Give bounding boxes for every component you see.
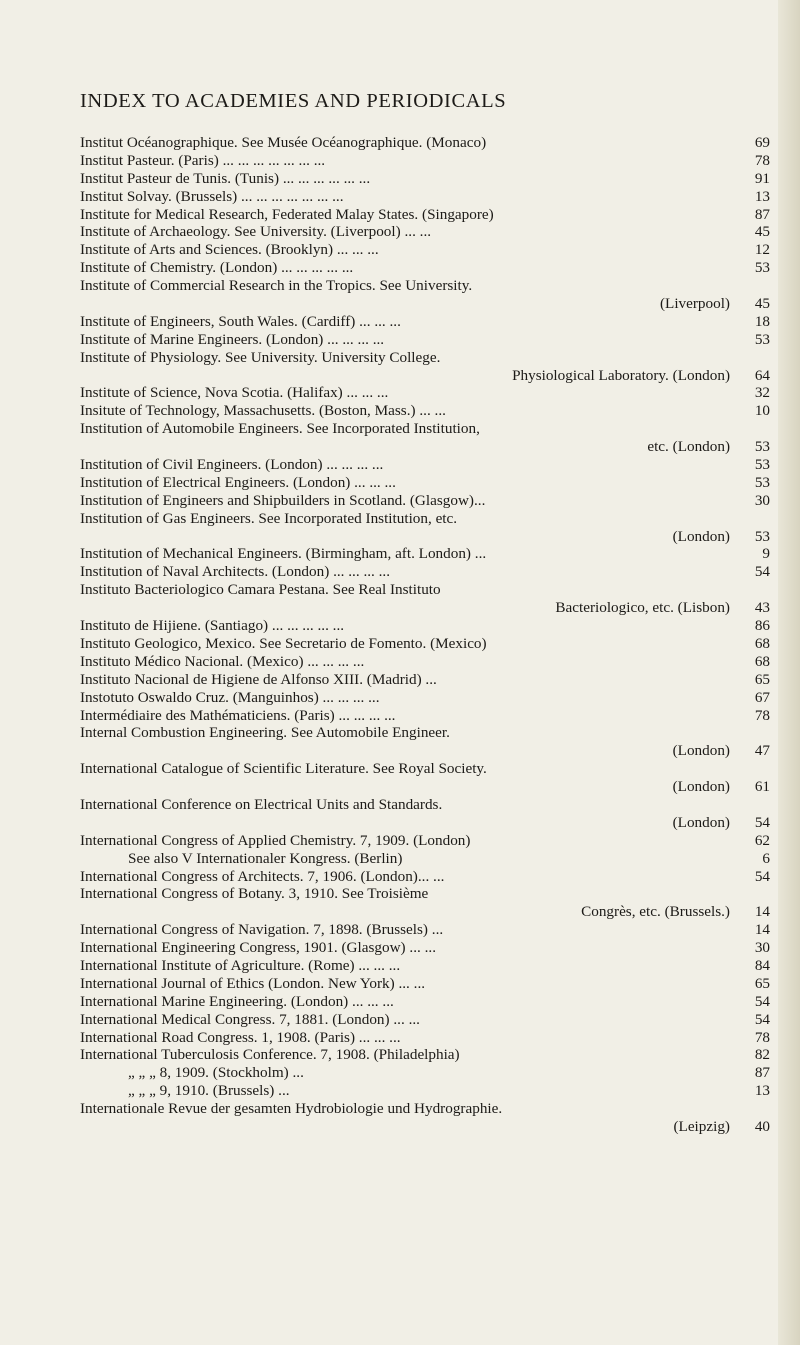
entry-text: Institute of Science, Nova Scotia. (Halifax) ... ... ... [80,384,389,402]
index-entry [80,885,770,903]
entry-text: Institute of Commercial Research in the Tropics. See University. [80,277,473,295]
index-entry [80,993,770,1011]
entry-page-number: 32 [754,384,770,402]
index-entry [80,384,770,402]
index-entry [80,402,770,420]
entry-page-number: 87 [754,205,770,223]
index-entry [80,474,770,492]
index-entry [80,313,770,331]
entry-page-number: 43 [754,599,770,617]
entry-text: International Congress of Navigation. 7, 1898. (Brussels) ... [80,921,444,939]
index-entry [80,635,770,653]
index-entry [80,760,770,778]
entry-page-number: 30 [754,491,770,509]
entry-text: International Congress of Applied Chemistry. 7, 1909. (London) [80,831,471,849]
entry-continuation: (Leipzig) [673,1117,730,1135]
entry-continuation: Bacteriologico, etc. (Lisbon) [555,599,730,617]
entry-text: Institution of Automobile Engineers. See Incorporated Institution, [80,420,480,438]
index-entry [80,563,770,581]
index-entry [80,349,770,367]
entry-text: International Conference on Electrical Units and Standards. [80,795,443,813]
entry-continuation: etc. (London) [647,438,730,456]
index-entry [80,868,770,886]
index-entry [80,1064,770,1082]
entry-text: „ „ „ 8, 1909. (Stockholm) ... [128,1064,304,1082]
entry-continuation: Congrès, etc. (Brussels.) [581,903,730,921]
index-entry [80,599,770,617]
entry-text: Internationale Revue der gesamten Hydrobiologie und Hydrographie. [80,1100,503,1118]
entry-text: Instituto Médico Nacional. (Mexico) ... ... ... ... [80,652,365,670]
entry-page-number: 10 [754,402,770,420]
index-entry [80,188,770,206]
index-entry [80,331,770,349]
entry-text: Institut Solvay. (Brussels) ... ... ... ... ... ... ... [80,187,344,205]
entry-text: Institution of Electrical Engineers. (London) ... ... ... [80,473,396,491]
entry-page-number: 54 [754,563,770,581]
entry-page-number: 47 [754,742,770,760]
entry-text: International Catalogue of Scientific Literature. See Royal Society. [80,760,487,778]
entry-text: Insitute of Technology, Massachusetts. (Boston, Mass.) ... ... [80,402,446,420]
entry-text: „ „ „ 9, 1910. (Brussels) ... [128,1082,290,1100]
entry-text: Institute of Marine Engineers. (London) ... ... ... ... [80,330,385,348]
index-entry [80,939,770,957]
entry-text: Instituto Geologico, Mexico. See Secretario de Fomento. (Mexico) [80,634,487,652]
entry-page-number: 91 [754,169,770,187]
index-entry [80,975,770,993]
index-entry [80,1100,770,1118]
entry-page-number: 65 [754,670,770,688]
entry-page-number: 13 [754,1082,770,1100]
entry-page-number: 53 [754,330,770,348]
entry-page-number: 87 [754,1064,770,1082]
index-entry [80,528,770,546]
entry-text: Institution of Civil Engineers. (London) ... ... ... ... [80,456,384,474]
index-entry [80,277,770,295]
index-entry [80,724,770,742]
index-entry [80,492,770,510]
entry-text: Institute of Physiology. See University. University College. [80,348,441,366]
entry-page-number: 45 [754,295,770,313]
entry-page-number: 30 [754,939,770,957]
index-entry [80,832,770,850]
entry-page-number: 68 [754,652,770,670]
entry-text: International Engineering Congress, 1901. (Glasgow) ... ... [80,939,436,957]
entry-page-number: 13 [754,187,770,205]
entry-text: Institute of Archaeology. See University. (Liverpool) ... ... [80,223,432,241]
entry-page-number: 62 [754,831,770,849]
index-entries [80,134,770,1136]
entry-text: Institution of Gas Engineers. See Incorporated Institution, etc. [80,509,458,527]
entry-text: Institut Pasteur. (Paris) ... ... ... ... ... ... ... [80,151,326,169]
entry-text: Instotuto Oswaldo Cruz. (Manguinhos) ... ... ... ... [80,688,380,706]
index-entry [80,223,770,241]
entry-continuation: (London) [672,813,730,831]
entry-page-number: 78 [754,1028,770,1046]
entry-text: Internal Combustion Engineering. See Automobile Engineer. [80,724,450,742]
index-entry [80,921,770,939]
entry-text: Institution of Naval Architects. (London) ... ... ... ... [80,563,391,581]
entry-page-number: 54 [754,813,770,831]
index-entry [80,367,770,385]
entry-page-number: 53 [754,438,770,456]
index-entry [80,170,770,188]
page-header: INDEX TO ACADEMIES AND PERIODICALS [80,90,507,112]
index-entry [80,456,770,474]
entry-page-number: 54 [754,867,770,885]
index-entry [80,903,770,921]
entry-page-number: 54 [754,992,770,1010]
index-entry [80,152,770,170]
entry-page-number: 6 [762,849,770,867]
entry-text: International Marine Engineering. (London) ... ... ... [80,992,394,1010]
entry-text: Institute of Chemistry. (London) ... ... ... ... ... [80,259,354,277]
entry-text: Intermédiaire des Mathématiciens. (Paris) ... ... ... ... [80,706,396,724]
entry-page-number: 14 [754,903,770,921]
entry-page-number: 53 [754,527,770,545]
entry-text: Institut Océanographique. See Musée Océanographique. (Monaco) [80,134,487,151]
entry-page-number: 53 [754,473,770,491]
index-entry [80,707,770,725]
entry-page-number: 45 [754,223,770,241]
entry-text: Instituto de Hijiene. (Santiago) ... ... ... ... ... [80,617,345,635]
entry-text: Institute of Arts and Sciences. (Brooklyn) ... ... ... [80,241,379,259]
index-entry [80,796,770,814]
entry-page-number: 84 [754,956,770,974]
index-entry [80,420,770,438]
index-entry [80,671,770,689]
entry-continuation: (London) [672,778,730,796]
entry-page-number: 86 [754,617,770,635]
entry-page-number: 54 [754,1010,770,1028]
entry-text: International Journal of Ethics (London. New York) ... ... [80,974,426,992]
entry-text: Institution of Engineers and Shipbuilders in Scotland. (Glasgow)... [80,491,486,509]
entry-page-number: 78 [754,151,770,169]
entry-text: Institution of Mechanical Engineers. (Birmingham, aft. London) ... [80,545,487,563]
index-entry [80,957,770,975]
entry-page-number: 12 [754,241,770,259]
index-entry [80,742,770,760]
entry-text: Institute of Engineers, South Wales. (Cardiff) ... ... ... [80,312,401,330]
index-entry [80,241,770,259]
entry-page-number: 67 [754,688,770,706]
index-entry [80,778,770,796]
index-entry [80,850,770,868]
entry-continuation: (Liverpool) [659,295,730,313]
index-entry [80,814,770,832]
index-entry [80,510,770,528]
entry-continuation: (London) [672,527,730,545]
entry-page-number: 53 [754,259,770,277]
entry-text: International Congress of Architects. 7, 1906. (London)... ... [80,867,445,885]
entry-page-number: 40 [754,1117,770,1135]
entry-text: International Congress of Botany. 3, 1910. See Troisième [80,885,429,903]
entry-text: Institute for Medical Research, Federated Malay States. (Singapore) [80,205,494,223]
entry-page-number: 68 [754,634,770,652]
entry-text: International Tuberculosis Conference. 7, 1908. (Philadelphia) [80,1046,460,1064]
index-entry [80,206,770,224]
entry-page-number: 9 [762,545,770,563]
index-entry [80,1011,770,1029]
index-entry [80,653,770,671]
index-entry [80,295,770,313]
entry-page-number: 78 [754,706,770,724]
entry-page-number: 14 [754,921,770,939]
index-entry [80,134,770,152]
index-entry [80,259,770,277]
entry-continuation: (London) [672,742,730,760]
entry-text: Institut Pasteur de Tunis. (Tunis) ... ... ... ... ... ... [80,169,371,187]
entry-text: International Institute of Agriculture. (Rome) ... ... ... [80,956,401,974]
index-entry [80,1046,770,1064]
index-entry [80,689,770,707]
index-entry [80,581,770,599]
entry-page-number: 53 [754,456,770,474]
entry-page-number: 61 [754,778,770,796]
entry-text: Instituto Bacteriologico Camara Pestana. See Real Instituto [80,581,441,599]
index-entry [80,617,770,635]
entry-page-number: 65 [754,974,770,992]
entry-text: Instituto Nacional de Higiene de Alfonso XIII. (Madrid) ... [80,670,437,688]
entry-page-number: 18 [754,312,770,330]
index-entry [80,545,770,563]
page-edge [778,0,800,1345]
index-entry [80,1118,770,1136]
entry-continuation: Physiological Laboratory. (London) [512,366,730,384]
index-entry [80,1082,770,1100]
entry-text: See also V Internationaler Kongress. (Berlin) [128,849,403,867]
entry-page-number: 82 [754,1046,770,1064]
entry-text: International Road Congress. 1, 1908. (Paris) ... ... ... [80,1028,401,1046]
entry-page-number: 64 [754,366,770,384]
entry-text: International Medical Congress. 7, 1881. (London) ... ... [80,1010,420,1028]
entry-page-number: 69 [754,134,770,151]
index-entry [80,1029,770,1047]
index-entry [80,438,770,456]
